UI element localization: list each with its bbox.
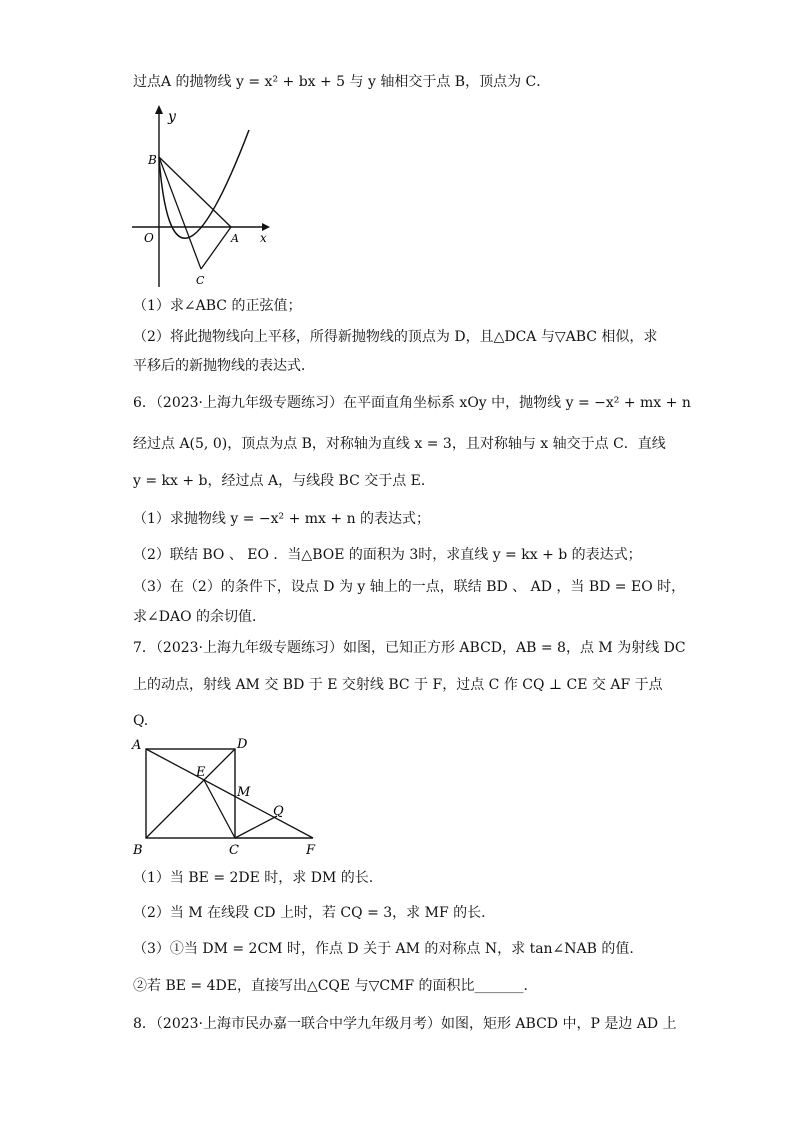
text-line: 上的动点，射线 AM 交 BD 于 E 交射线 BC 于 F，过点 C 作 CQ ⊥ CE 交 AF 于点: [133, 677, 663, 693]
point-label-q: Q: [273, 804, 284, 819]
parabola-figure: [128, 102, 278, 292]
text-line: （2）联结 BO 、 EO ．当△BOE 的面积为 3时，求直线 y = kx + b 的表达式；: [133, 547, 642, 563]
axis-label-y: y: [168, 109, 176, 125]
text-line: y = kx + b，经过点 A，与线段 BC 交于点 E.: [133, 473, 426, 489]
origin-label: O: [144, 231, 154, 245]
text-line: （3）在（2）的条件下，设点 D 为 y 轴上的一点，联结 BD 、 AD ，当 BD = EO 时，: [133, 579, 686, 595]
point-label-a: A: [231, 232, 239, 245]
point-label-d: D: [237, 737, 248, 752]
text-line: 平移后的新抛物线的表达式．: [133, 358, 315, 374]
text-line: （2）将此抛物线向上平移，所得新抛物线的顶点为 D，且△DCA 与▽ABC 相似，求: [133, 329, 658, 345]
axis-label-x: x: [260, 231, 267, 245]
text-line: 过点A 的抛物线 y = x² + bx + 5 与 y 轴相交于点 B，顶点为 C．: [133, 74, 551, 90]
square-figure: [128, 734, 328, 860]
text-line: （2）当 M 在线段 CD 上时，若 CQ = 3，求 MF 的长.: [133, 905, 486, 921]
point-label-f: F: [306, 843, 316, 858]
text-line: 经过点 A(5, 0)，顶点为点 B，对称轴为直线 x = 3，且对称轴与 x 轴交于点 C．直线: [133, 436, 666, 452]
text-line: （1）求∠ABC 的正弦值；: [133, 298, 302, 314]
question-6-header: 6．（2023·上海九年级专题练习）在平面直角坐标系 xOy 中，抛物线 y = −x² + mx + n: [133, 395, 691, 411]
text-line: 求∠DAO 的余切值．: [133, 609, 266, 625]
point-label-c: C: [229, 843, 239, 858]
question-7-header: 7．（2023·上海九年级专题练习）如图，已知正方形 ABCD，AB = 8，点 M 为射线 DC: [133, 640, 686, 656]
point-label-b: B: [133, 843, 143, 858]
point-label-e: E: [196, 765, 206, 780]
point-label-c: C: [196, 274, 205, 287]
text-line: ②若 BE = 4DE，直接写出△CQE 与▽CMF 的面积比_______.: [133, 978, 528, 994]
question-8-header: 8．（2023·上海市民办嘉一联合中学九年级月考）如图，矩形 ABCD 中，P 是边 AD 上: [133, 1016, 677, 1032]
text-line: （3）①当 DM = 2CM 时，作点 D 关于 AM 的对称点 N，求 tan∠NAB 的值.: [133, 941, 634, 957]
point-label-m: M: [237, 785, 251, 800]
text-line: （1）求抛物线 y = −x² + mx + n 的表达式；: [133, 511, 431, 527]
text-line: Q.: [133, 713, 149, 729]
point-label-b: B: [148, 153, 157, 167]
point-label-a: A: [132, 738, 142, 753]
text-line: （1）当 BE = 2DE 时，求 DM 的长.: [133, 870, 374, 886]
